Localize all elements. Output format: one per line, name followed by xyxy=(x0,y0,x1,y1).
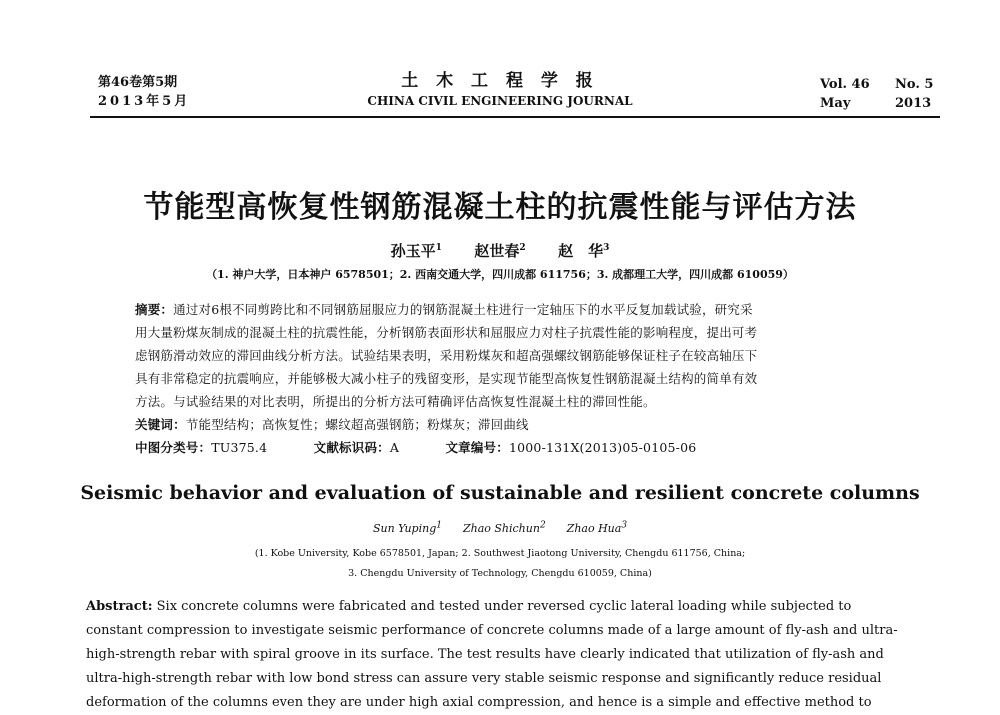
journal-name xyxy=(330,70,670,110)
abstract-line-en: high-strength rebar with spiral groove in its surface. The test results have clearly indicated that utilization of fly-ash and xyxy=(86,647,884,662)
abstract-line-cn: 方法。与试验结果的对比表明，所提出的分析方法可精确评估高恢复性混凝土柱的滞回性能。 xyxy=(135,394,656,409)
journal-volume-cn xyxy=(98,73,190,111)
volume-issue-cn: 第46卷第5期 xyxy=(98,75,178,90)
abstract-line-en: ultra-high-strength rebar with low bond stress can assure very stable seismic response and significantly reduce residual xyxy=(86,671,882,686)
authors-cn xyxy=(0,240,1000,261)
journal-name-cn: 土 木 工 程 学 报 xyxy=(401,71,599,91)
abstract-line-en: deformation of the columns even they are under high axial compression, and hence is a simple and effective method to xyxy=(86,695,872,710)
affiliations-cn: （1. 神户大学，日本神户 6578501；2. 西南交通大学，四川成都 611756；3. 成都理工大学，四川成都 610059） xyxy=(206,268,794,281)
author-cn: 赵 华$^3$ xyxy=(558,242,610,260)
abstract-cn xyxy=(135,298,895,459)
journal-volume-en xyxy=(820,75,940,113)
author-en: Zhao Hua$^3$ xyxy=(566,520,628,535)
author-en: Sun Yuping$^1$ xyxy=(372,520,442,535)
abstract-line-cn: 虑钢筋滑动效应的滞回曲线分析方法。试验结果表明，采用粉煤灰和超高强螺纹钢筋能够保证柱子在较高轴压下 xyxy=(135,348,758,363)
author-cn: 孙玉平$^1$ xyxy=(390,242,442,260)
abstract-line-cn: 具有非常稳定的抗震响应，并能够极大减小柱子的残留变形，是实现节能型高恢复性钢筋混凝土结构的简单有效 xyxy=(135,371,758,386)
classification-cn: 中图分类号：TU375.4 文献标识码：A 文章编号：1000-131X(2013)05-0105-06 xyxy=(135,440,697,455)
affiliation-line-en: 3. Chengdu University of Technology, Chengdu 610059, China) xyxy=(348,568,652,579)
affiliations-en xyxy=(0,544,1000,584)
header-rule xyxy=(90,116,940,118)
volume-en: Vol. 46 xyxy=(820,77,870,92)
author-cn: 赵世春$^2$ xyxy=(474,242,526,260)
month-en: May xyxy=(820,96,851,111)
keywords-cn: 关键词：节能型结构；高恢复性；螺纹超高强钢筋；粉煤灰；滞回曲线 xyxy=(135,417,529,432)
journal-name-en: CHINA CIVIL ENGINEERING JOURNAL xyxy=(367,94,633,108)
title-cn: 节能型高恢复性钢筋混凝土柱的抗震性能与评估方法 xyxy=(143,190,857,225)
issue-en: No. 5 xyxy=(895,77,934,92)
date-cn: 2013年5月 xyxy=(98,94,191,109)
abstract-line-cn: 摘要：通过对6根不同剪跨比和不同钢筋屈服应力的钢筋混凝土柱进行一定轴压下的水平反复加载试验，研究采 xyxy=(135,302,753,317)
clc-number: TU375.4 xyxy=(211,440,268,455)
abstract-en xyxy=(86,595,941,715)
title-en: Seismic behavior and evaluation of sustainable and resilient concrete columns xyxy=(80,482,920,504)
author-en: Zhao Shichun$^2$ xyxy=(462,520,546,535)
article-number: 1000-131X(2013)05-0105-06 xyxy=(508,440,697,455)
affiliation-line-en: (1. Kobe University, Kobe 6578501, Japan; 2. Southwest Jiaotong University, Chengdu 611756, China; xyxy=(254,548,746,559)
abstract-line-cn: 用大量粉煤灰制成的混凝土柱的抗震性能，分析钢筋表面形状和屈服应力对柱子抗震性能的影响程度，提出可考 xyxy=(135,325,758,340)
doc-code: A xyxy=(389,440,400,455)
year-en: 2013 xyxy=(895,96,932,111)
abstract-line-en: constant compression to investigate seismic performance of concrete columns made of a large amount of fly-ash and ultra- xyxy=(86,623,898,638)
abstract-line-en: Abstract: Six concrete columns were fabricated and tested under reversed cyclic lateral loading while subjected to xyxy=(86,599,852,614)
authors-en xyxy=(0,522,1000,535)
